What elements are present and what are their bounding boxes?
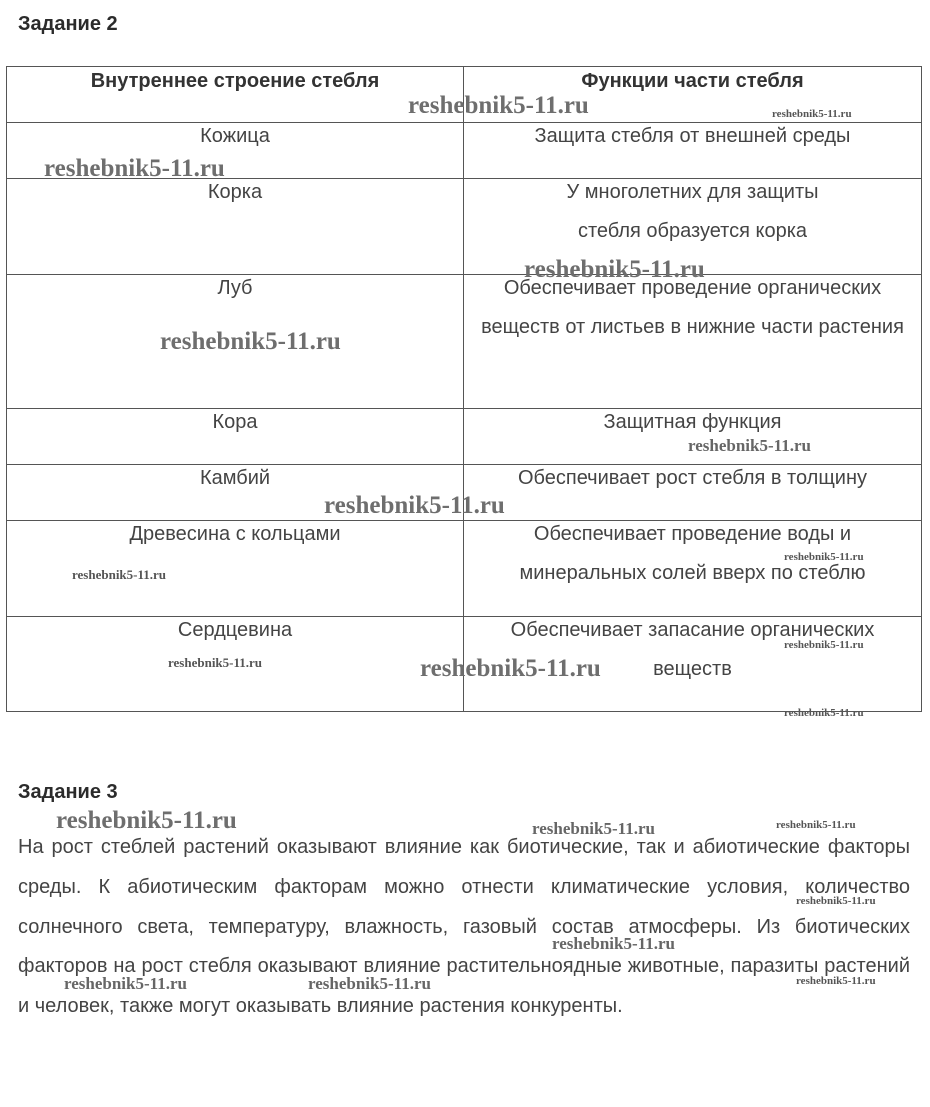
watermark: reshebnik5-11.ru [420, 655, 601, 682]
part-text: Кожица [200, 125, 270, 147]
part-text: Древесина с кольцами [129, 523, 341, 545]
part-text: Корка [207, 181, 263, 203]
function-text: Обеспечивает проведение воды и минеральных солей вверх по стеблю [519, 523, 866, 584]
task3-answer-text: На рост стеблей растений оказывают влияние как биотические, так и абиотические факторы среды. К абиотическим факторам можно отнести климатические условия, количество солнечного света, температуру, влажность, газовый состав атмосферы. Из биотических факторов на рост стебля оказывают влияние растительноядные животные, паразиты растений и человек, также могут оказывать влияние растения конкуренты. [18, 836, 910, 1018]
function-cell [464, 179, 922, 275]
watermark: reshebnik5-11.ru [784, 551, 864, 563]
header-structure: Внутреннее строение стебля [7, 67, 464, 123]
part-cell [7, 521, 464, 617]
stem-structure-table [6, 66, 922, 712]
watermark: reshebnik5-11.ru [308, 974, 431, 993]
table-row [7, 521, 922, 617]
function-cell [464, 521, 922, 617]
part-cell [7, 409, 464, 465]
part-text: Луб [217, 277, 253, 299]
function-text: Обеспечивает рост стебля в толщину [517, 467, 868, 489]
watermark: reshebnik5-11.ru [776, 819, 856, 831]
part-cell [7, 123, 464, 179]
watermark: reshebnik5-11.ru [688, 436, 811, 455]
function-cell [464, 275, 922, 409]
watermark: reshebnik5-11.ru [64, 974, 187, 993]
watermark: reshebnik5-11.ru [56, 807, 237, 834]
watermark: reshebnik5-11.ru [408, 92, 589, 119]
function-text: У многолетних для защиты стебля образуется корка [566, 181, 819, 242]
watermark: reshebnik5-11.ru [72, 567, 167, 582]
part-cell [7, 275, 464, 409]
watermark: reshebnik5-11.ru [796, 975, 876, 987]
function-cell [464, 465, 922, 521]
watermark: reshebnik5-11.ru [524, 256, 705, 283]
watermark: reshebnik5-11.ru [324, 492, 505, 519]
watermark: reshebnik5-11.ru [552, 934, 675, 953]
watermark: reshebnik5-11.ru [772, 108, 852, 120]
task2-heading: Задание 2 [18, 13, 118, 35]
header-functions: Функции части стебля [464, 67, 922, 123]
function-cell [464, 409, 922, 465]
function-text: Защита стебля от внешней среды [534, 125, 851, 147]
part-text: Камбий [199, 467, 271, 489]
table-row [7, 275, 922, 409]
table-row [7, 617, 922, 712]
function-text: Обеспечивает проведение органических веществ от листьев в нижние части растения [481, 277, 904, 338]
part-text: Кора [212, 411, 258, 433]
table-row [7, 179, 922, 275]
watermark: reshebnik5-11.ru [44, 155, 225, 182]
watermark: reshebnik5-11.ru [532, 819, 655, 838]
part-cell [7, 617, 464, 712]
table-header-row [7, 67, 922, 123]
watermark: reshebnik5-11.ru [168, 655, 263, 670]
watermark: reshebnik5-11.ru [796, 895, 876, 907]
function-cell [464, 617, 922, 712]
watermark: reshebnik5-11.ru [160, 328, 341, 355]
table-row [7, 409, 922, 465]
table-row [7, 465, 922, 521]
table-row [7, 123, 922, 179]
function-text: Защитная функция [603, 411, 782, 433]
part-cell [7, 465, 464, 521]
function-cell [464, 123, 922, 179]
watermark: reshebnik5-11.ru [784, 639, 864, 651]
part-cell [7, 179, 464, 275]
watermark: reshebnik5-11.ru [784, 707, 864, 719]
function-text: Обеспечивает запасание органических веществ [510, 619, 875, 680]
part-text: Сердцевина [177, 619, 293, 641]
task3-heading: Задание 3 [18, 781, 118, 803]
